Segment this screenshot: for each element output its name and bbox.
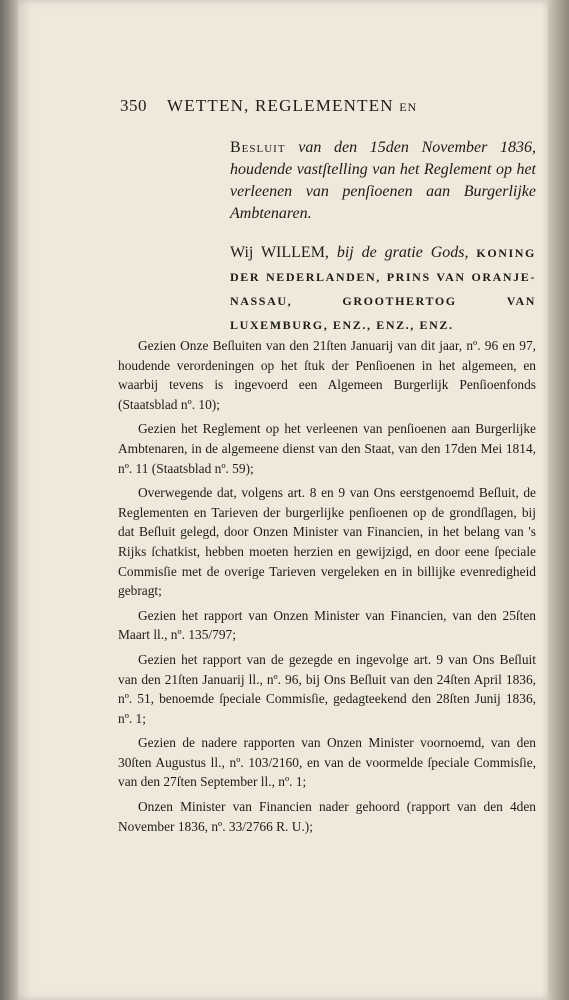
page-number: 350 <box>120 96 147 115</box>
header-title-main: WETTEN, REGLEMENTEN <box>167 96 394 115</box>
proclamation-titles: KONING DER NEDERLANDEN, PRINS VAN ORANJE-NASSAU, GROOTHERTOG VAN LUXEMBURG, ENZ., ENZ., ENZ. <box>230 246 536 332</box>
header-title <box>167 96 417 116</box>
decree-title <box>230 137 536 225</box>
royal-proclamation <box>230 241 536 337</box>
page-edge-shadow <box>548 0 569 1000</box>
paragraph-2: Gezien het Reglement op het verleenen van penſioenen aan Burgerlijke Ambtenaren, in de algemeene dienst van den Staat, van den 17den Mei 1814, nº. 11 (Staatsblad nº. 59); <box>118 421 536 476</box>
proclamation-name: Wij WILLEM, <box>230 244 329 261</box>
proclamation-grace: bij de gratie Gods, <box>336 244 469 261</box>
decree-body <box>118 336 536 841</box>
paragraph-6: Gezien de nadere rapporten van Onzen Minister voornoemd, van den 30ſten Augustus ll., nº. 103/2160, en van de voormelde ſpeciale Commisſie, van den 27ſten September ll., nº. 1; <box>118 735 536 790</box>
paragraph-4: Gezien het rapport van Onzen Minister van Financien, van den 25ſten Maart ll., nº. 135/797; <box>118 607 536 643</box>
paragraph-7: Onzen Minister van Financien nader gehoord (rapport van den 4den November 1836, nº. 33/2766 R. U.); <box>118 799 536 834</box>
running-header <box>120 96 460 120</box>
paragraph-3: Overwegende dat, volgens art. 8 en 9 van Ons eerstgenoemd Beſluit, de Reglementen en Tarieven der burgerlijke penſioenen op de grondſlagen, bij dat Beſluit gelegd, door Onzen Minister van Financien, in het belang van 's Rijks ſchatkist, hebben moeten herzien en gewijzigd, en door eene ſpeciale Commisſie met de overige Tarieven vergeleken en in billijke evenredigheid gebragt; <box>118 485 536 599</box>
decree-title-text: van den 15den November 1836, houdende vastſtelling van het Reglement op het verleenen van penſioenen aan Burgerlijke Ambtenaren. <box>230 139 537 222</box>
paragraph-5: Gezien het rapport van de gezegde en ingevolge art. 9 van Ons Beſluit van den 21ſten Januarij ll., nº. 96, bij Ons Beſluit van den 24ſten April 1836, nº. 51, benoemde ſpeciale Commisſie, gedagteekend den 28ſten Junij 1836, nº. 1; <box>118 651 536 726</box>
decree-title-lead: Besluit <box>230 139 286 156</box>
header-title-tail: EN <box>399 100 418 114</box>
paragraph-1: Gezien Onze Beſluiten van den 21ſten Januarij van dit jaar, nº. 96 en 97, houdende verordeningen op het ſtuk der Penſioenen in het algemeen, en waarbij tevens is ingevoerd een Algemeen Burgerlijk Penſioenfonds (Staatsblad nº. 10); <box>118 338 536 412</box>
